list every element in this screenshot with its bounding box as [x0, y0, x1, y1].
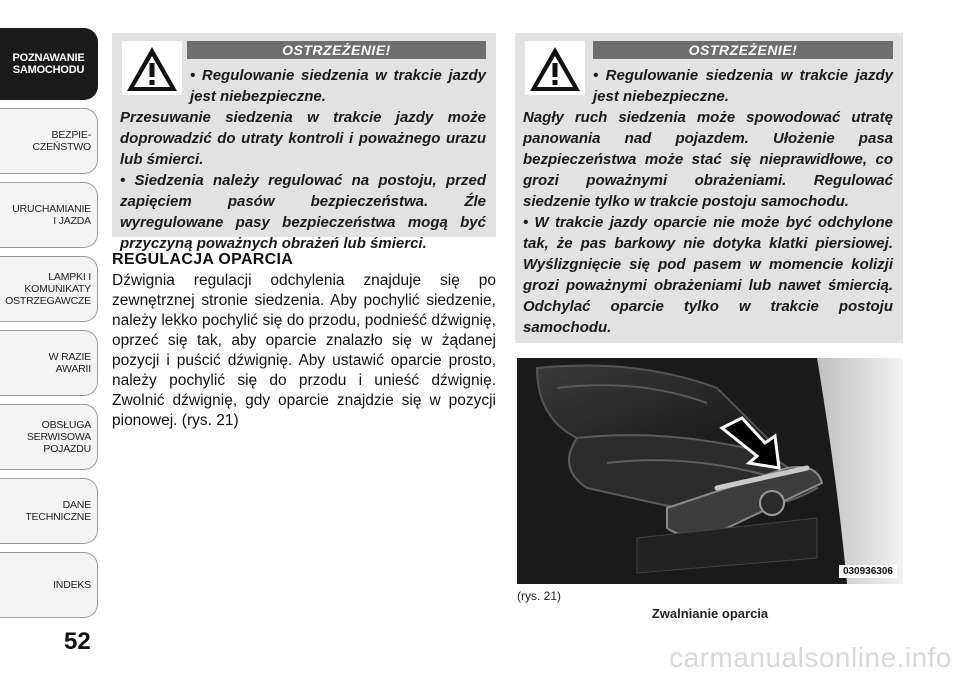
tab-indeks[interactable]: INDEKS	[0, 552, 98, 618]
watermark: carmanualsonline.info	[669, 642, 952, 673]
tab-bezpieczenstwo[interactable]: BEZPIE- CZEŃSTWO	[0, 108, 98, 174]
seat-photo	[517, 358, 903, 584]
warning-bullet-1-cont: Przesuwanie siedzenia w trakcie jazdy może doprowadzić do utraty kontroli i poważnego urazu lub śmierci.	[120, 109, 486, 168]
tab-obsluga-serwisowa[interactable]: OBSŁUGA SERWISOWA POJAZDU	[0, 404, 98, 470]
warning-text	[523, 65, 893, 338]
chapter-tabs	[0, 28, 98, 626]
warning-bullet-1: • Regulowanie siedzenia w trakcie jazdy jest niebezpieczne.	[593, 67, 893, 105]
figure-reference: (rys. 21)	[517, 589, 562, 603]
warning-text	[120, 65, 486, 254]
page-number: 52	[64, 628, 91, 655]
tab-lampki-i-komunikaty[interactable]: LAMPKI I KOMUNIKATY OSTRZEGAWCZE	[0, 256, 98, 322]
tab-dane-techniczne[interactable]: DANE TECHNICZNE	[0, 478, 98, 544]
warning-box-left	[112, 33, 496, 252]
section-body: Dźwignia regulacji odchylenia znajduje się po zewnętrznej stronie siedzenia. Aby pochylić siedzenie, należy lekko pochylić się do przodu, podnieść dźwignię, oprzeć się tak, aby oparcie znalazło się w żądanej pozycji i puścić dźwignię. Aby ustawić oparcie prosto, należy pochylić się do przodu i unieść dźwignię. Zwolnić dźwignię, gdy oparcie znajdzie się w pozycji pionowej. (rys. 21)	[112, 272, 496, 429]
figure-code: 030936306	[839, 565, 897, 578]
warning-bullet-1-cont: Nagły ruch siedzenia może spowodować utratę panowania nad pojazdem. Ułożenie pasa bezpieczeństwa może stać się nieprawidłowe, co grozi poważnymi obrażeniami. Regulować siedzenie tylko w trakcie postoju samochodu.	[523, 109, 893, 210]
warning-title: OSTRZEŻENIE!	[187, 41, 486, 59]
warning-title: OSTRZEŻENIE!	[593, 41, 893, 59]
warning-bullet-1: • Regulowanie siedzenia w trakcie jazdy jest niebezpieczne.	[190, 67, 486, 105]
seat-illustration	[517, 358, 903, 584]
warning-bullet-2: • Siedzenia należy regulować na postoju, przed zapięciem pasów bezpieczeństwa. Źle wyregulowane pasy bezpieczeństwa mogą być przyczyną poważnych obrażeń lub śmierci.	[120, 172, 486, 252]
tab-uruchamianie-i-jazda[interactable]: URUCHAMIANIE I JAZDA	[0, 182, 98, 248]
section-heading: REGULACJA OPARCIA	[112, 251, 294, 268]
tab-poznawanie-samochodu[interactable]: POZNAWANIE SAMOCHODU	[0, 28, 98, 100]
tab-w-razie-awarii[interactable]: W RAZIE AWARII	[0, 330, 98, 396]
warning-box-right	[515, 33, 903, 343]
warning-bullet-2: • W trakcie jazdy oparcie nie może być odchylone tak, że pas barkowy nie dotyka klatki piersiowej. Wyślizgnięcie się pod pasem w momencie kolizji grozi poważnymi obrażeniami lub nawet śmiercią. Odchylać oparcie tylko w trakcie postoju samochodu.	[523, 214, 893, 336]
figure-caption: Zwalnianie oparcia	[651, 606, 769, 621]
